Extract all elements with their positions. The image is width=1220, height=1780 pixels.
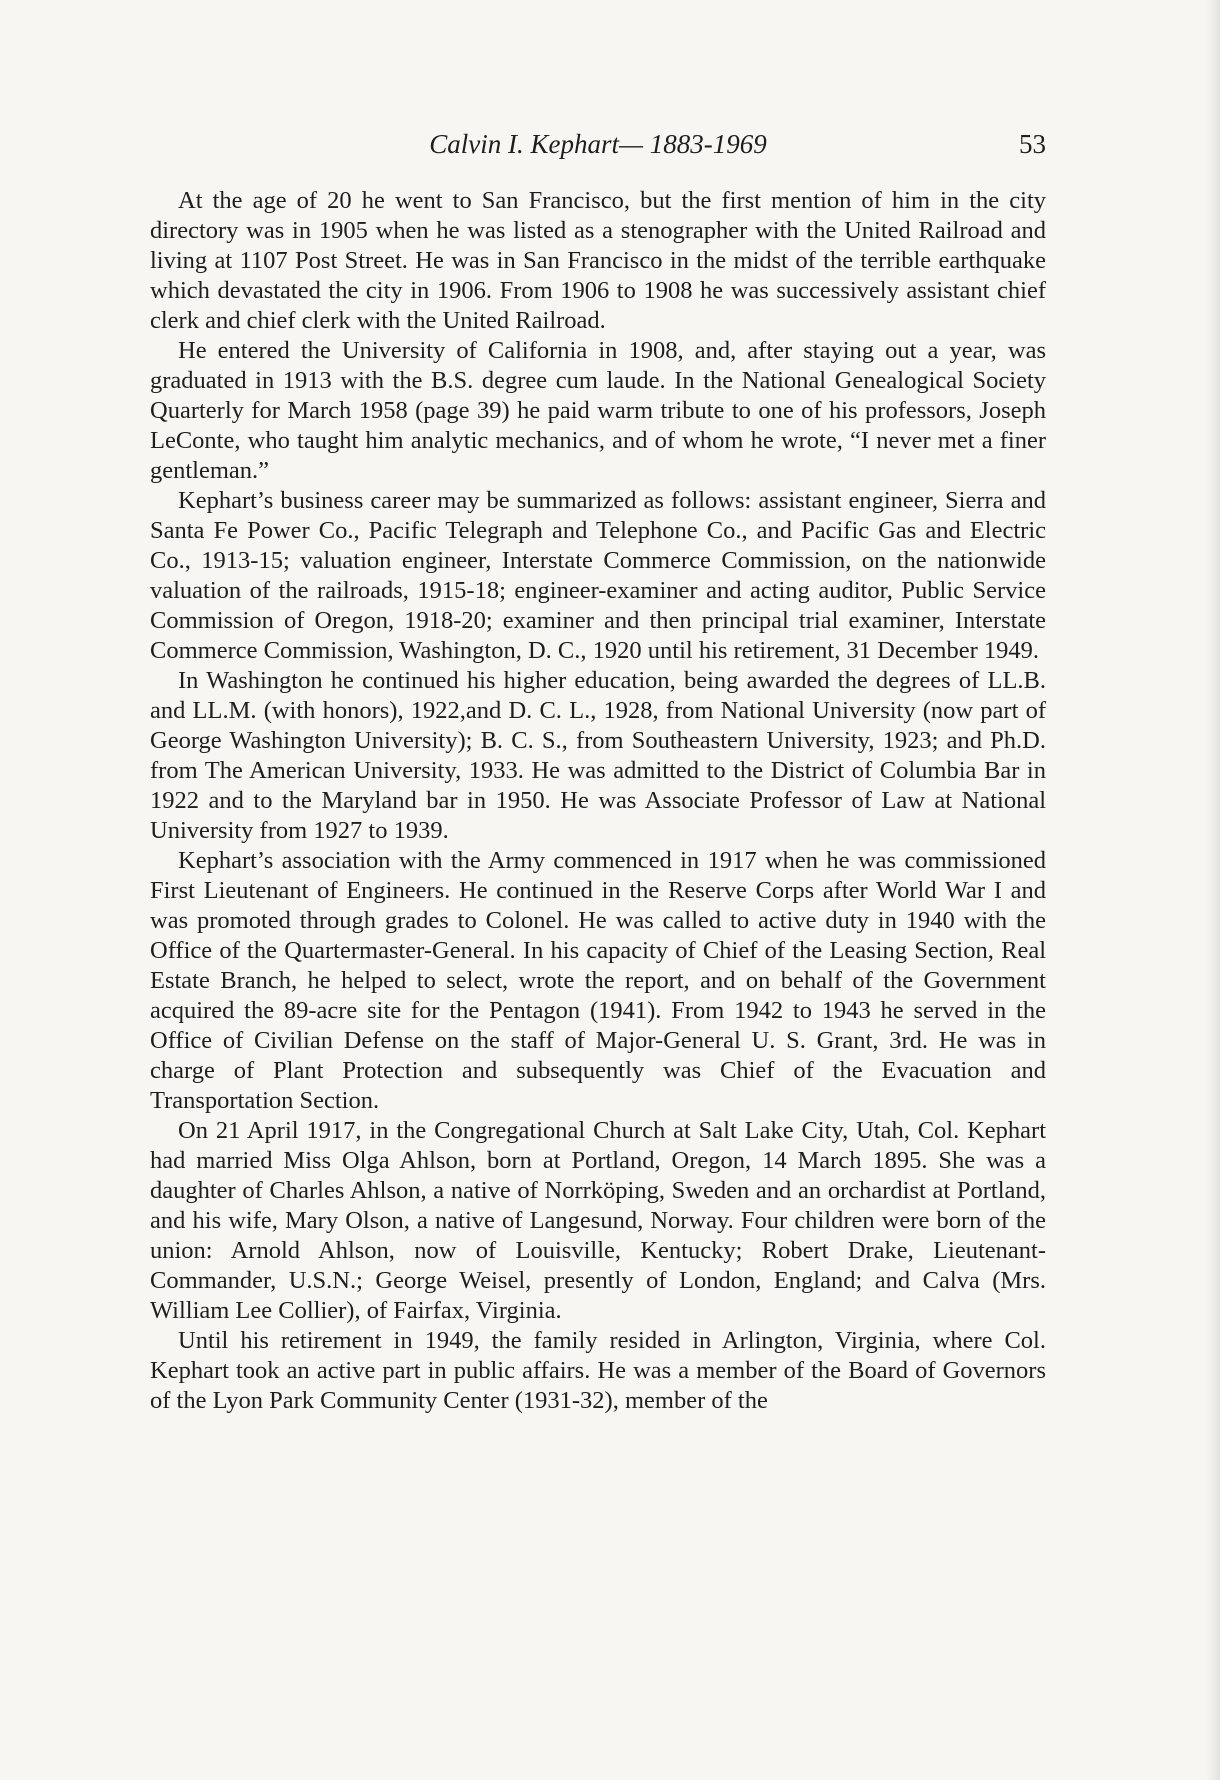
paragraph-early-career: At the age of 20 he went to San Francisco, but the first mention of him in the city directory was in 1905 when he was listed as a stenographer with the United Railroad and living at 1107 Post Street. He was in San Francisco in the midst of the terrible earthquake which devastated the city in 1906. From 1906 to 1908 he was successively assistant chief clerk and chief clerk with the United Railroad. xyxy=(150,187,1046,334)
paragraph-arlington: Until his retirement in 1949, the family resided in Arlington, Virginia, where Col. Kephart took an active part in public affairs. He was a member of the Board of Governors of the Lyon Park Community Center (1931-32), member of the xyxy=(150,1327,1046,1414)
page-number: 53 xyxy=(1019,129,1046,159)
page-header xyxy=(150,124,1046,164)
paragraph-higher-education: In Washington he continued his higher education, being awarded the degrees of LL.B. and LL.M. (with honors), 1922,and D. C. L., 1928, from National University (now part of George Washington University); B. C. S., from Southeastern University, 1923; and Ph.D. from The American University, 1933. He was admitted to the District of Columbia Bar in 1922 and to the Maryland bar in 1950. He was Associate Professor of Law at National University from 1927 to 1939. xyxy=(150,667,1046,844)
paragraph-business-career: Kephart’s business career may be summarized as follows: assistant engineer, Sierra and Santa Fe Power Co., Pacific Telegraph and Telephone Co., and Pacific Gas and Electric Co., 1913-15; valuation engineer, Interstate Commerce Commission, on the nationwide valuation of the railroads, 1915-18; engineer-examiner and acting auditor, Public Service Commission of Oregon, 1918-20; examiner and then principal trial examiner, Interstate Commerce Commission, Washington, D. C., 1920 until his retirement, 31 December 1949. xyxy=(150,487,1046,664)
paragraph-army-service: Kephart’s association with the Army commenced in 1917 when he was commissioned First Lieutenant of Engineers. He continued in the Reserve Corps after World War I and was promoted through grades to Colonel. He was called to active duty in 1940 with the Office of the Quartermaster-General. In his capacity of Chief of the Leasing Section, Real Estate Branch, he helped to select, wrote the report, and on behalf of the Government acquired the 89-acre site for the Pentagon (1941). From 1942 to 1943 he served in the Office of Civilian Defense on the staff of Major-General U. S. Grant, 3rd. He was in charge of Plant Protection and subsequently was Chief of the Evacuation and Transportation Section. xyxy=(150,847,1046,1114)
body-text xyxy=(150,186,1046,1416)
paragraph-marriage-family: On 21 April 1917, in the Congregational Church at Salt Lake City, Utah, Col. Kephart had married Miss Olga Ahlson, born at Portland, Oregon, 14 March 1895. She was a daughter of Charles Ahlson, a native of Norrköping, Sweden and an orchardist at Portland, and his wife, Mary Olson, a native of Langesund, Norway. Four children were born of the union: Arnold Ahlson, now of Louisville, Kentucky; Robert Drake, Lieutenant-Commander, U.S.N.; George Weisel, presently of London, England; and Calva (Mrs. William Lee Collier), of Fairfax, Virginia. xyxy=(150,1117,1046,1324)
scan-edge-shadow xyxy=(1206,0,1220,1780)
running-title: Calvin I. Kephart— 1883-1969 xyxy=(429,129,767,159)
paragraph-university: He entered the University of California in 1908, and, after staying out a year, was graduated in 1913 with the B.S. degree cum laude. In the National Genealogical Society Quarterly for March 1958 (page 39) he paid warm tribute to one of his professors, Joseph LeConte, who taught him analytic mechanics, and of whom he wrote, “I never met a finer gentleman.” xyxy=(150,337,1046,484)
